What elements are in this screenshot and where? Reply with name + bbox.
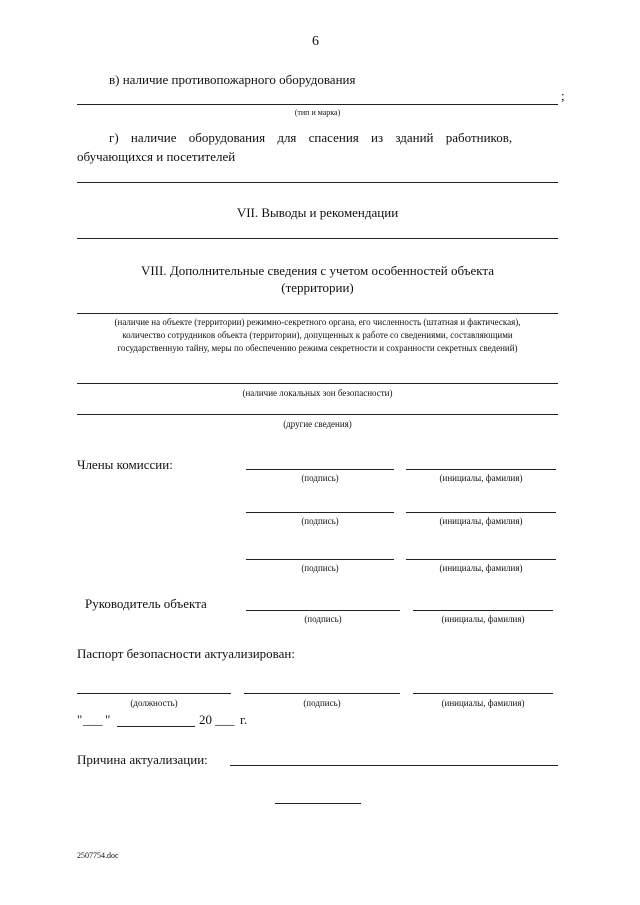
local-zones-caption: (наличие локальных зон безопасности) — [242, 388, 393, 398]
section-viii-title-line2: (территории) — [281, 280, 354, 295]
passport-sign-line[interactable] — [244, 693, 400, 694]
other-info-line — [77, 414, 558, 415]
section-v-text: в) наличие противопожарного оборудования — [109, 72, 356, 87]
commission-sign-caption-1: (подпись) — [301, 473, 339, 483]
section-viii-caption-line1: (наличие на объекте (территории) режимно-секретного органа, его численность (штатная и фактическая), — [114, 317, 521, 327]
passport-position-line[interactable] — [77, 693, 231, 694]
section-viii-caption-line2: количество сотрудников объекта (территории), допущенных к работе со сведениями, составляющими — [122, 330, 513, 340]
date-year-prefix: 20 — [199, 712, 212, 727]
date-quote-open: " — [77, 712, 83, 727]
commission-sign-line-1[interactable] — [246, 469, 394, 470]
section-g-line1: г) наличие оборудования для спасения из зданий работников, — [109, 130, 513, 145]
section-v-semicolon: ; — [561, 88, 565, 103]
commission-sign-caption-2: (подпись) — [301, 516, 339, 526]
section-g-blank-line — [77, 182, 558, 183]
commission-sign-caption-3: (подпись) — [301, 563, 339, 573]
section-vii-blank-line — [77, 238, 558, 239]
date-day-blank[interactable]: ___ — [83, 712, 103, 727]
commission-name-caption-2: (инициалы, фамилия) — [439, 516, 523, 526]
head-name-caption: (инициалы, фамилия) — [441, 614, 525, 624]
footer-filename: 2507754.doc — [77, 851, 119, 860]
commission-name-line-1[interactable] — [406, 469, 556, 470]
date-suffix: г. — [240, 712, 248, 727]
section-viii-caption-line3: государственную тайну, меры по обеспечению режима секретности и сохранности секретных сведений) — [117, 343, 518, 353]
commission-name-caption-3: (инициалы, фамилия) — [439, 563, 523, 573]
section-g-line2: обучающихся и посетителей — [77, 149, 236, 164]
section-v-caption: (тип и марка) — [294, 108, 341, 117]
passport-name-caption: (инициалы, фамилия) — [441, 698, 525, 708]
other-info-caption: (другие сведения) — [283, 419, 352, 429]
section-viii-blank-line — [77, 313, 558, 314]
date-year-blank[interactable]: ___ — [215, 712, 235, 727]
section-v-line — [77, 104, 558, 105]
closing-separator — [275, 803, 361, 804]
date-month-line[interactable] — [117, 726, 195, 727]
passport-name-line[interactable] — [413, 693, 553, 694]
passport-sign-caption: (подпись) — [303, 698, 341, 708]
section-vii-title: VII. Выводы и рекомендации — [236, 205, 399, 220]
commission-name-caption-1: (инициалы, фамилия) — [439, 473, 523, 483]
local-zones-line — [77, 383, 558, 384]
passport-position-caption: (должность) — [130, 698, 178, 708]
reason-line[interactable] — [230, 765, 558, 766]
page-number: 6 — [312, 34, 319, 49]
date-quote-close: " — [105, 712, 111, 727]
commission-name-line-3[interactable] — [406, 559, 556, 560]
commission-sign-line-3[interactable] — [246, 559, 394, 560]
passport-label: Паспорт безопасности актуализирован: — [77, 646, 295, 661]
commission-sign-line-2[interactable] — [246, 512, 394, 513]
commission-label: Члены комиссии: — [77, 457, 173, 472]
head-sign-caption: (подпись) — [304, 614, 342, 624]
head-label: Руководитель объекта — [85, 596, 207, 611]
head-sign-line[interactable] — [246, 610, 400, 611]
section-viii-title-line1: VIII. Дополнительные сведения с учетом особенностей объекта — [140, 263, 495, 278]
reason-label: Причина актуализации: — [77, 752, 208, 767]
head-name-line[interactable] — [413, 610, 553, 611]
commission-name-line-2[interactable] — [406, 512, 556, 513]
